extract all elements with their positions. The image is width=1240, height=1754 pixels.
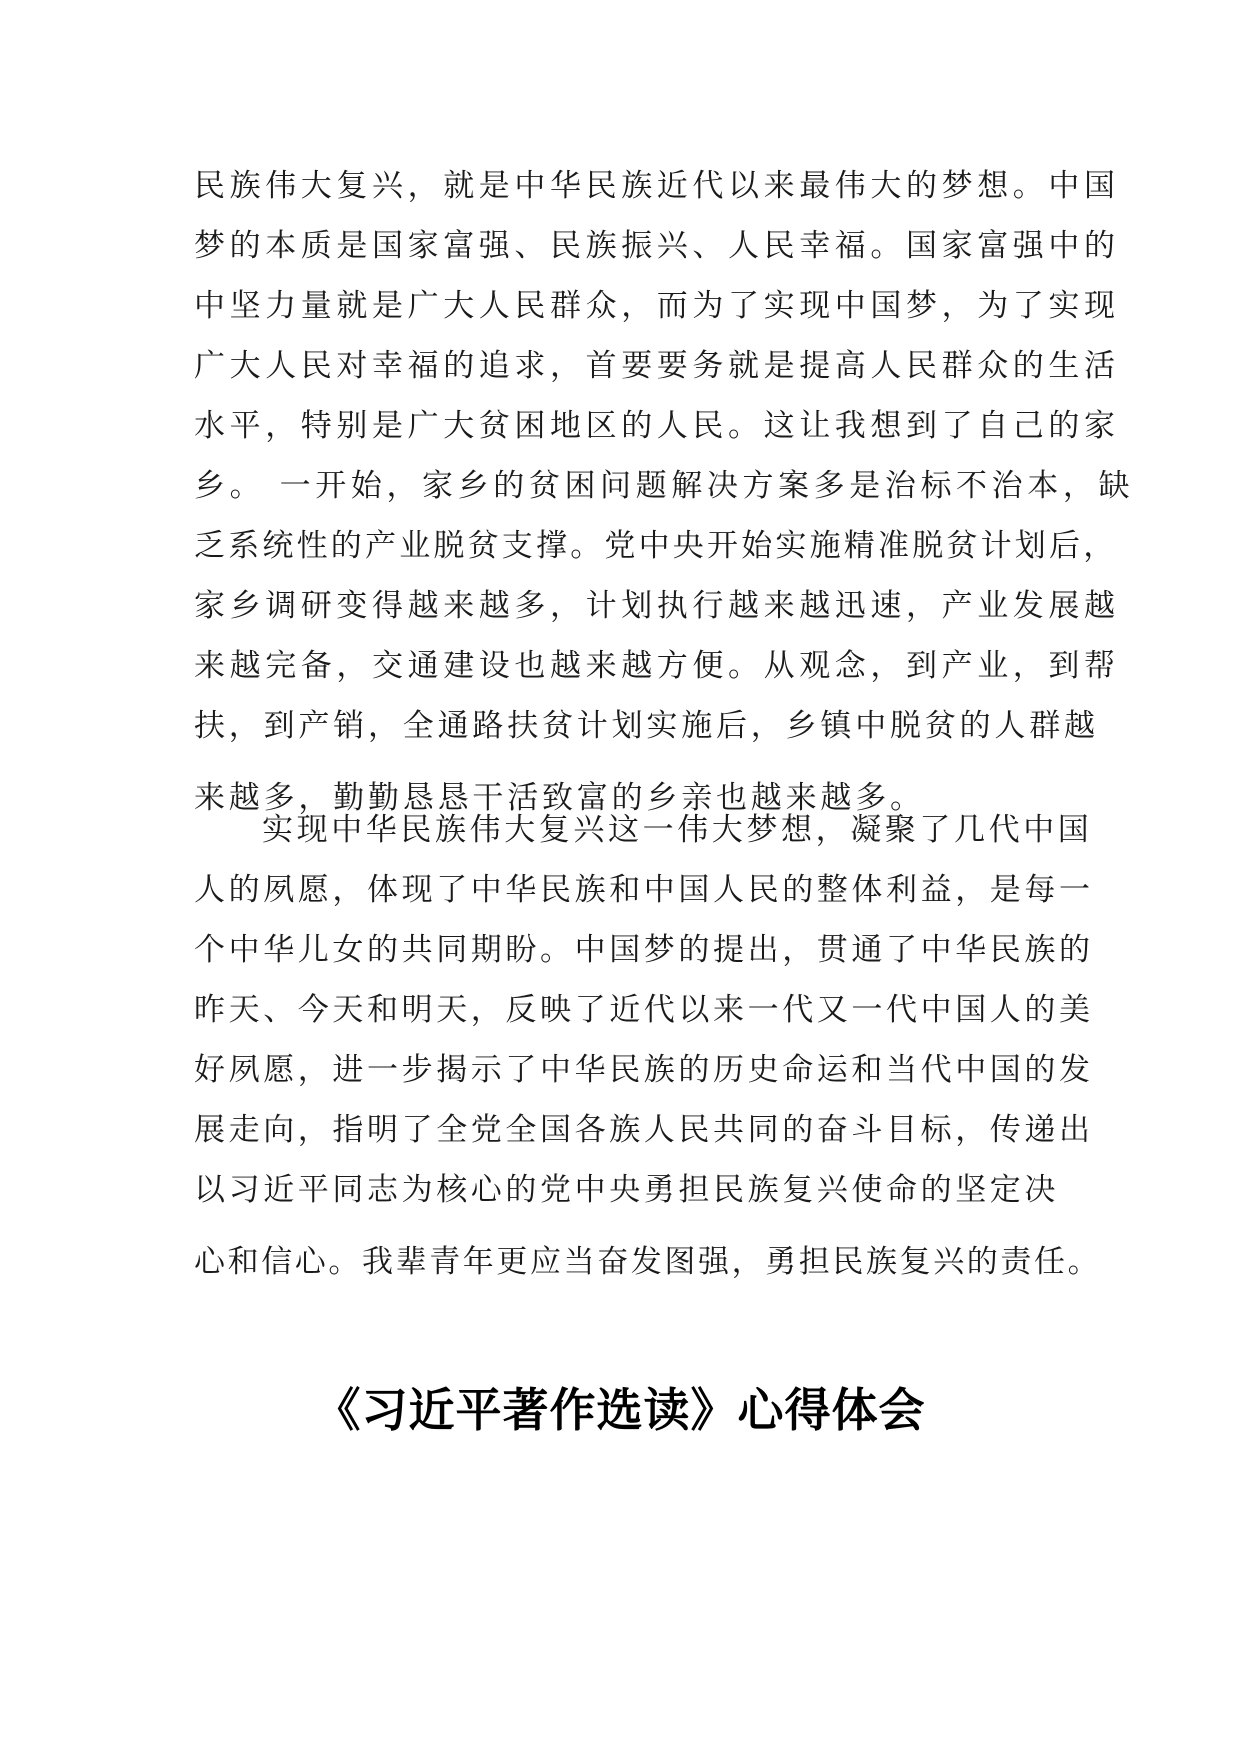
text-line: 展走向，指明了全党全国各族人民共同的奋斗目标，传递出 bbox=[194, 1112, 1094, 1148]
section-heading: 《习近平著作选读》心得体会 bbox=[314, 1383, 926, 1437]
text-line: 水平，特别是广大贫困地区的人民。这让我想到了自己的家 bbox=[194, 408, 1120, 444]
text-line: 好夙愿，进一步揭示了中华民族的历史命运和当代中国的发 bbox=[194, 1052, 1094, 1088]
text-line: 民族伟大复兴，就是中华民族近代以来最伟大的梦想。中国 bbox=[194, 168, 1120, 204]
body-paragraph-1 bbox=[194, 156, 1135, 828]
text-line: 个中华儿女的共同期盼。中国梦的提出，贯通了中华民族的 bbox=[194, 932, 1094, 968]
text-line: 来越多，勤勤恳恳干活致富的乡亲也越来越多。 bbox=[194, 780, 925, 816]
text-line: 广大人民对幸福的追求，首要要务就是提高人民群众的生活 bbox=[194, 348, 1120, 384]
body-paragraph-2 bbox=[194, 800, 1102, 1292]
text-line: 家乡调研变得越来越多，计划执行越来越迅速，产业发展越 bbox=[194, 588, 1120, 624]
text-line: 来越完备，交通建设也越来越方便。从观念，到产业，到帮 bbox=[194, 648, 1120, 684]
text-line: 昨天、今天和明天，反映了近代以来一代又一代中国人的美 bbox=[194, 992, 1094, 1028]
text-line: 乡。 一开始，家乡的贫困问题解决方案多是治标不治本，缺 bbox=[194, 468, 1135, 504]
text-line: 中坚力量就是广大人民群众，而为了实现中国梦，为了实现 bbox=[194, 288, 1120, 324]
text-line: 乏系统性的产业脱贫支撑。党中央开始实施精准脱贫计划后， bbox=[194, 528, 1118, 564]
text-line: 人的夙愿，体现了中华民族和中国人民的整体利益，是每一 bbox=[194, 872, 1094, 908]
text-line: 以习近平同志为核心的党中央勇担民族复兴使命的坚定决 bbox=[194, 1172, 1059, 1208]
text-line: 梦的本质是国家富强、民族振兴、人民幸福。国家富强中的 bbox=[194, 228, 1120, 264]
text-line: 实现中华民族伟大复兴这一伟大梦想，凝聚了几代中国 bbox=[262, 812, 1093, 848]
text-line: 扶，到产销，全通路扶贫计划实施后，乡镇中脱贫的人群越 bbox=[194, 708, 1099, 744]
text-line: 心和信心。我辈青年更应当奋发图强，勇担民族复兴的责任。 bbox=[194, 1244, 1102, 1280]
